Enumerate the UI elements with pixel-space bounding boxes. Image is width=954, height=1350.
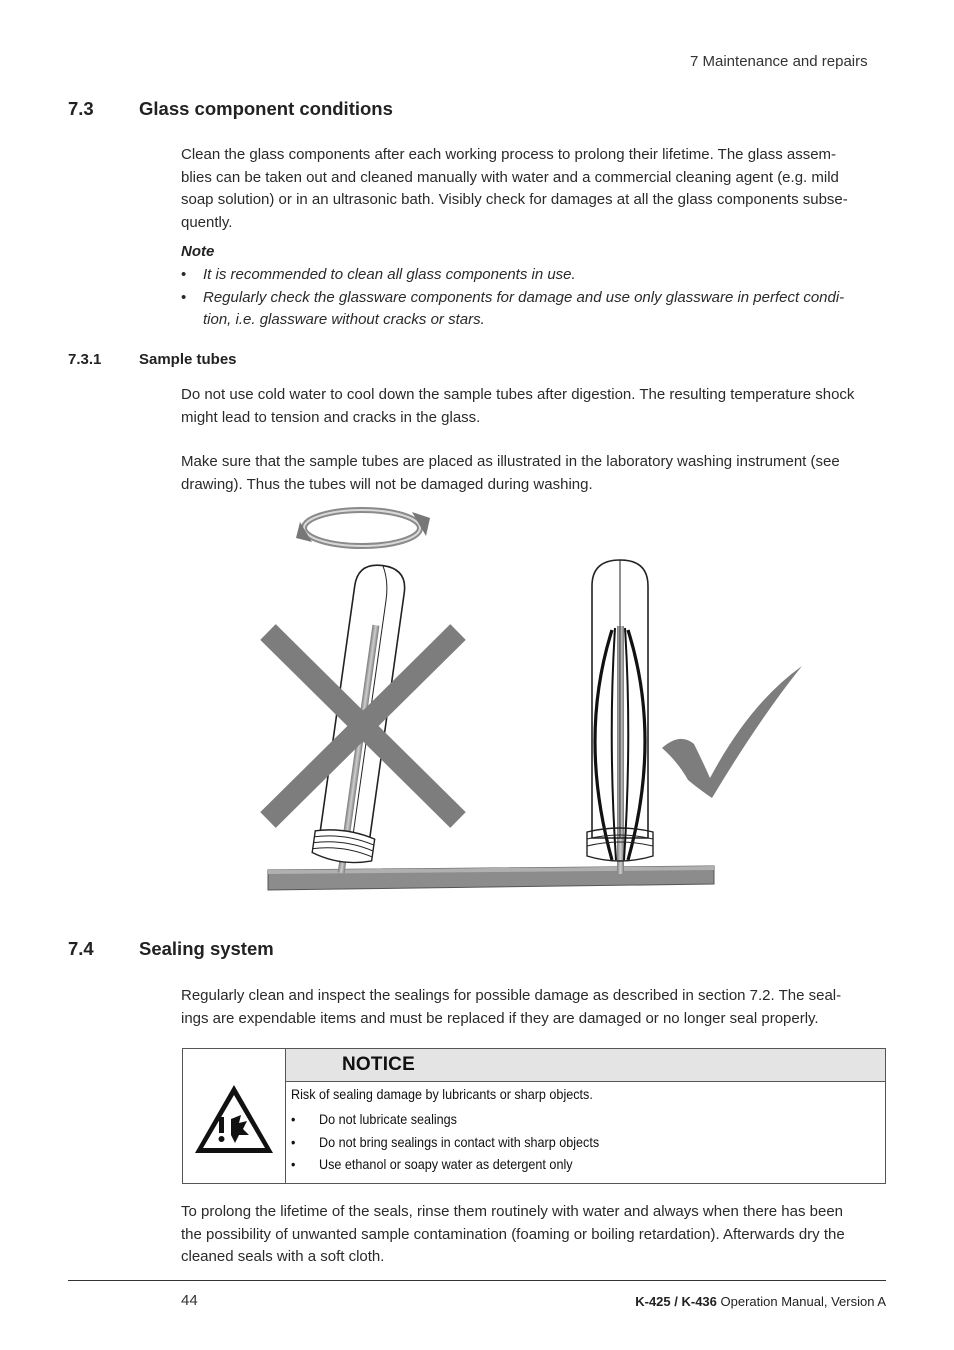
section-number: 7.4 [68, 938, 94, 959]
list-item [291, 1134, 881, 1156]
notice-box [182, 1048, 886, 1184]
paragraph-line: soap solution) or in an ultrasonic bath. Visibly check for damages at all the glass components subse- [181, 191, 848, 208]
bullet-text: Regularly check the glassware components for damage and use only glassware in perfect condi- [203, 288, 845, 306]
paragraph-line: Regularly clean and inspect the sealings for possible damage as described in section 7.2. The seal- [181, 987, 842, 1004]
notice-icon-cell [183, 1049, 286, 1183]
bullet-icon: • [291, 1133, 296, 1150]
section-heading-7-3-1 [68, 351, 468, 371]
footer-model: K-425 / K-436 [635, 1294, 717, 1309]
section-number: 7.3.1 [68, 351, 102, 368]
section-title: Sealing system [139, 938, 274, 959]
notice-header [286, 1049, 885, 1082]
paragraph-line: To prolong the lifetime of the seals, rinse them routinely with water and always when there has been [181, 1203, 844, 1220]
footer-rule [68, 1280, 886, 1281]
running-header: 7 Maintenance and repairs [690, 53, 868, 70]
note-title: Note [181, 243, 215, 260]
rotation-arrow-icon [296, 510, 430, 546]
notice-item-text: Do not lubricate sealings [319, 1111, 457, 1127]
list-item-continuation [181, 309, 886, 331]
sealing-paragraph-2 [181, 1201, 886, 1269]
paragraph-line: Do not use cold water to cool down the sample tubes after digestion. The resulting temperature shock [181, 386, 855, 403]
glass-intro-paragraph [181, 144, 886, 234]
washer-rack-bar [268, 866, 714, 890]
tube-correct-placement [587, 560, 653, 874]
section-title: Sample tubes [139, 351, 237, 368]
section-number: 7.3 [68, 98, 94, 119]
bullet-text: tion, i.e. glassware without cracks or stars. [203, 311, 485, 328]
sealing-paragraph-1 [181, 985, 886, 1030]
list-item [181, 264, 886, 286]
section-heading-7-4 [68, 938, 568, 962]
footer-doc-info [635, 1294, 886, 1309]
check-mark-icon [662, 666, 802, 798]
notice-intro: Risk of sealing damage by lubricants or sharp objects. [291, 1086, 593, 1102]
list-item [291, 1156, 881, 1178]
section-heading-7-3 [68, 98, 568, 122]
page-number: 44 [181, 1292, 198, 1309]
paragraph-line: the possibility of unwanted sample contamination (foaming or boiling retardation). Afterwards dry the [181, 1225, 845, 1243]
bullet-icon: • [291, 1156, 296, 1172]
list-item [181, 287, 886, 309]
paragraph-line: drawing). Thus the tubes will not be damaged during washing. [181, 475, 593, 493]
section-title: Glass component conditions [139, 98, 393, 119]
notice-item-text: Do not bring sealings in contact with sharp objects [319, 1133, 600, 1150]
x-mark-icon [268, 632, 458, 820]
paragraph-line: Make sure that the sample tubes are placed as illustrated in the laboratory washing instrument (see [181, 453, 840, 470]
notice-heading: NOTICE [342, 1054, 415, 1075]
sample-tubes-paragraph-1 [181, 384, 886, 429]
bullet-text: It is recommended to clean all glass components in use. [203, 266, 576, 283]
paragraph-line: Clean the glass components after each working process to prolong their lifetime. The glass assem- [181, 146, 837, 163]
footer-doc-title: Operation Manual, Version A [716, 1294, 886, 1309]
paragraph-line: blies can be taken out and cleaned manually with water and a commercial cleaning agent (e.g. mild [181, 168, 839, 186]
warning-triangle-icon [183, 1049, 285, 1183]
bullet-icon: • [181, 288, 187, 306]
paragraph-line: cleaned seals with a soft cloth. [181, 1248, 385, 1265]
bullet-icon: • [291, 1111, 296, 1127]
list-item [291, 1111, 881, 1133]
note-bullet-list [181, 264, 886, 332]
paragraph-line: ings are expendable items and must be replaced if they are damaged or no longer seal properly. [181, 1009, 819, 1027]
sample-tube-placement-figure [240, 498, 820, 898]
sample-tubes-paragraph-2 [181, 451, 886, 496]
notice-item-text: Use ethanol or soapy water as detergent only [319, 1156, 573, 1172]
notice-item-list [291, 1111, 881, 1181]
paragraph-line: might lead to tension and cracks in the glass. [181, 408, 481, 426]
paragraph-line: quently. [181, 213, 233, 231]
bullet-icon: • [181, 266, 187, 283]
